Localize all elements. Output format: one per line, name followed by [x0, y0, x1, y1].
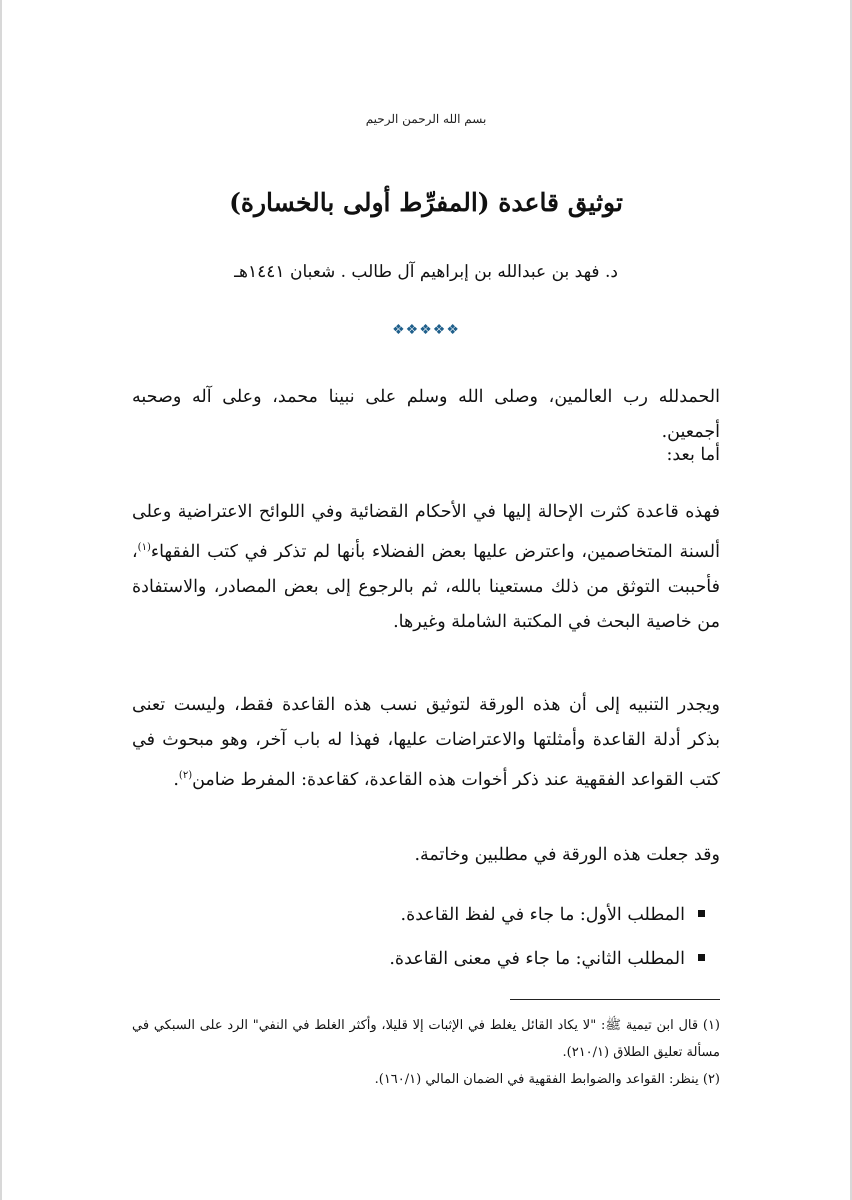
paragraph-note	[132, 688, 720, 798]
paragraph-amma-baad: أما بعد:	[666, 445, 720, 465]
square-bullet-icon	[698, 954, 705, 961]
paragraph-note-text-b: .	[173, 769, 179, 790]
footnote-2: (٢) ينظر: القواعد والضوابط الفقهية في الضمان المالي (١٦٠/١).	[374, 1072, 720, 1087]
paragraph-praise: الحمدلله رب العالمين، وصلى الله وسلم على نبينا محمد، وعلى آله وصحبه أجمعين.	[132, 387, 720, 442]
paragraph-note-text-a: ويجدر التنبيه إلى أن هذه الورقة لتوثيق نسب هذه القاعدة فقط، وليست تعنى بذكر أدلة القاعدة وأمثلتها والاعتراضات عليها، فهذا له باب آخر، وهو مبحوث في كتب القواعد الفقهية عند ذكر أخوات هذه القاعدة، كقاعدة: المفرط ضامن	[132, 695, 720, 790]
list-item-label: المطلب الثاني: ما جاء في معنى القاعدة.	[389, 949, 685, 969]
page-content	[132, 0, 720, 1200]
section-list	[132, 893, 720, 981]
footnotes	[132, 1012, 720, 1093]
author-line: د. فهد بن عبدالله بن إبراهيم آل طالب . شعبان ١٤٤١هـ	[234, 262, 618, 282]
footnote-ref-1[interactable]: (١)	[137, 542, 151, 553]
paragraph-intro-text-b: ، فأحببت التوثق من ذلك مستعينا بالله، ثم بالرجوع إلى بعض المصادر، والاستفادة من خاصية البحث في المكتبة الشاملة وغيرها.	[132, 541, 720, 632]
footnote-1: (١) قال ابن تيمية ﷺ: "لا يكاد القائل يغلط في الإثبات إلا قليلا، وأكثر الغلط في النفي" الرد على السبكي في مسألة تعليق الطلاق (٢١٠/١).	[132, 1018, 720, 1060]
basmala: بسم الله الرحمن الرحيم	[365, 112, 487, 126]
footnote-ref-2[interactable]: (٢)	[178, 770, 193, 781]
footnote-separator	[510, 999, 720, 1000]
ornament-divider: ❖❖❖❖❖	[392, 322, 460, 338]
list-item	[132, 893, 720, 937]
list-item	[132, 937, 720, 981]
list-item-label: المطلب الأول: ما جاء في لفظ القاعدة.	[400, 905, 685, 925]
paragraph-intro-text-a: فهذه قاعدة كثرت الإحالة إليها في الأحكام القضائية وفي اللوائح الاعتراضية وعلى ألسنة المتخاصمين، واعترض عليها بعض الفضلاء بأنها لم تذكر في كتب الفقهاء	[132, 502, 720, 562]
document-title: توثيق قاعدة (المفرِّط أولى بالخسارة)	[229, 188, 623, 217]
square-bullet-icon	[698, 910, 705, 917]
paragraph-intro	[132, 495, 720, 640]
paragraph-structure: وقد جعلت هذه الورقة في مطلبين وخاتمة.	[414, 845, 720, 865]
